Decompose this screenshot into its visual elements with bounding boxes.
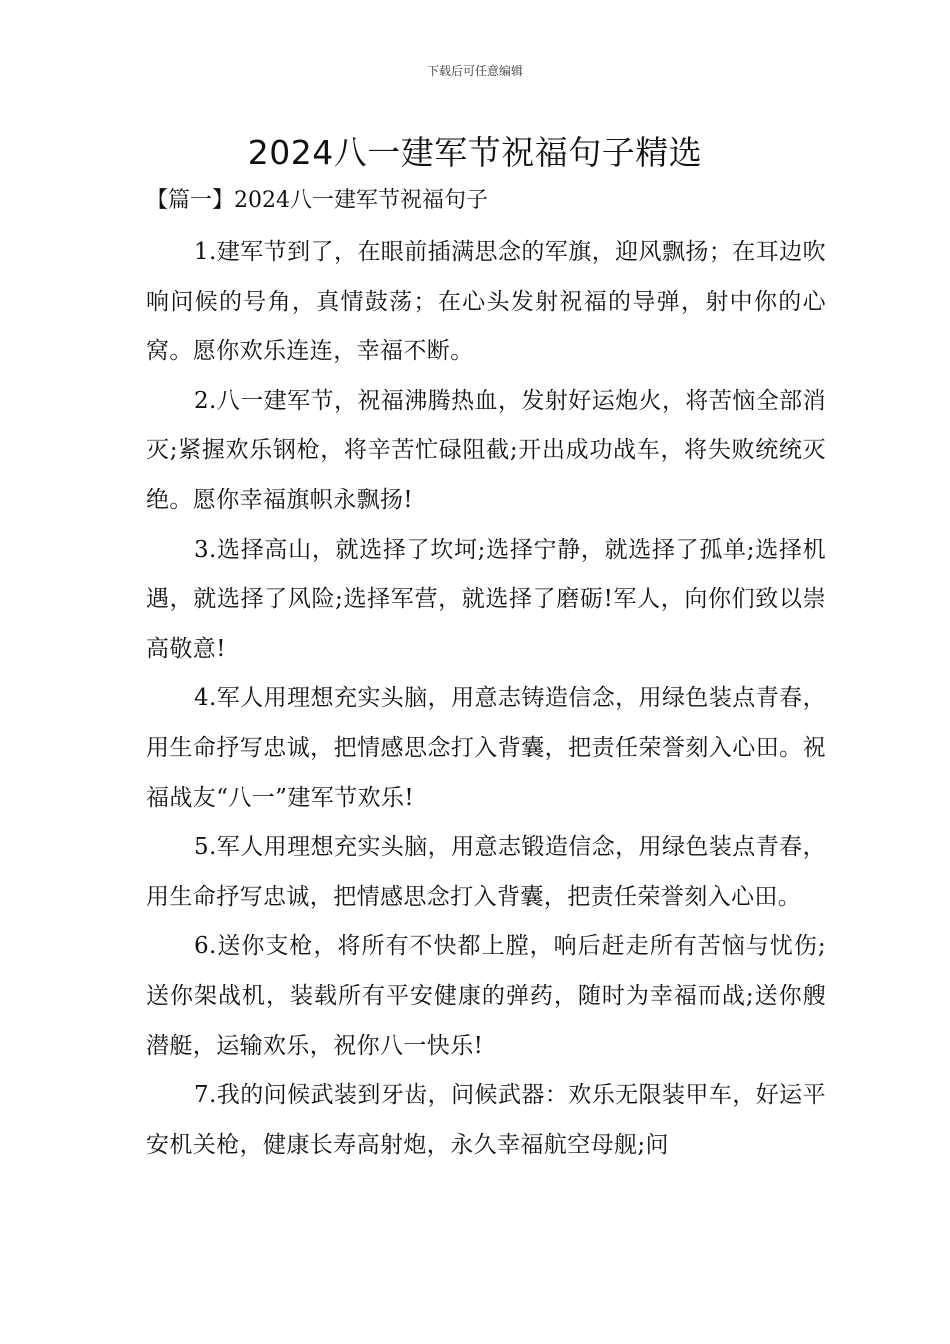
paragraph-1: 1.建军节到了，在眼前插满思念的军旗，迎风飘扬；在耳边吹响问候的号角，真情鼓荡；在心头发射祝福的导弹，射中你的心窝。愿你欢乐连连，幸福不断。	[146, 239, 826, 365]
section-heading: 【篇一】2024八一建军节祝福句子	[146, 188, 488, 213]
paragraph-4: 4.军人用理想充实头脑，用意志铸造信念，用绿色装点青春，用生命抒写忠诚，把情感思念打入背囊，把责任荣誉刻入心田。祝福战友“八一”建军节欢乐!	[146, 685, 826, 811]
paragraph-7: 7.我的问候武装到牙齿，问候武器：欢乐无限装甲车，好运平安机关枪，健康长寿高射炮，永久幸福航空母舰;问	[146, 1082, 826, 1158]
paragraph-5: 5.军人用理想充实头脑，用意志锻造信念，用绿色装点青春，用生命抒写忠诚，把情感思念打入背囊，把责任荣誉刻入心田。	[146, 834, 826, 910]
paragraph-3: 3.选择高山，就选择了坎坷;选择宁静，就选择了孤单;选择机遇，就选择了风险;选择军营，就选择了磨砺!军人，向你们致以崇高敬意!	[146, 536, 826, 662]
header-note: 下载后可任意编辑	[426, 64, 523, 78]
page-title: 2024八一建军节祝福句子精选	[247, 133, 703, 172]
document-body	[146, 228, 826, 1170]
paragraph-6: 6.送你支枪，将所有不快都上膛，响后赶走所有苦恼与忧伤;送你架战机，装载所有平安健康的弹药，随时为幸福而战;送你艘潜艇，运输欢乐，祝你八一快乐!	[146, 933, 826, 1059]
paragraph-2: 2.八一建军节，祝福沸腾热血，发射好运炮火，将苦恼全部消灭;紧握欢乐钢枪，将辛苦忙碌阻截;开出成功战车，将失败统统灭绝。愿你幸福旗帜永飘扬!	[146, 387, 826, 513]
